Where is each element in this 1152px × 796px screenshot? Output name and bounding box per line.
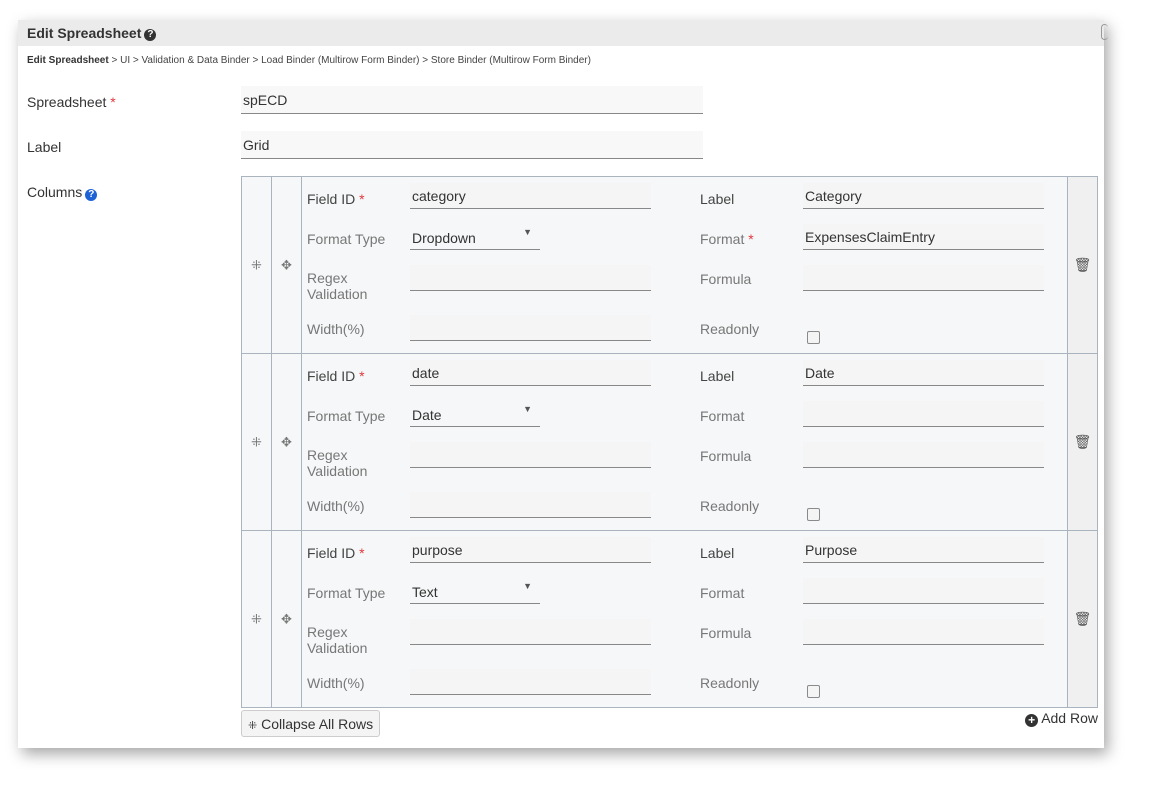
regex-validation-input[interactable] <box>410 619 651 645</box>
width-input[interactable] <box>410 669 651 695</box>
delete-row-button[interactable] <box>1067 354 1097 530</box>
regex-validation-input[interactable] <box>410 265 651 291</box>
width-input[interactable] <box>410 492 651 518</box>
formula-label: Formula <box>700 271 752 287</box>
scroll-edge-icon <box>1101 24 1108 40</box>
width-label: Width(%) <box>307 498 365 514</box>
spreadsheet-label: Spreadsheet * <box>27 94 116 110</box>
readonly-checkbox[interactable] <box>807 508 820 521</box>
readonly-label: Readonly <box>700 675 760 691</box>
format-label: Format <box>700 585 745 601</box>
dialog-title: Edit Spreadsheet ? <box>27 25 156 41</box>
grid-row <box>242 354 1097 531</box>
readonly-checkbox[interactable] <box>807 685 820 698</box>
format-type-select[interactable]: Text ▼ <box>410 578 540 604</box>
readonly-checkbox[interactable] <box>807 331 820 344</box>
label-input[interactable] <box>803 537 1044 563</box>
formula-input[interactable] <box>803 265 1044 291</box>
format-type-label: Format Type <box>307 231 386 247</box>
label-input[interactable] <box>803 183 1044 209</box>
question-circle-icon[interactable]: ? <box>144 29 156 41</box>
breadcrumb <box>27 55 591 66</box>
add-row-button[interactable]: + Add Row <box>1025 710 1098 727</box>
field-id-label: Field ID * <box>307 191 365 207</box>
arrows-move-icon: ✥ <box>281 434 292 450</box>
format-label: Format <box>700 408 745 424</box>
format-input[interactable] <box>803 578 1044 604</box>
columns-label: Columns ? <box>27 184 97 201</box>
row-move-handle[interactable] <box>272 354 302 530</box>
question-circle-icon[interactable]: ? <box>85 189 97 201</box>
regex-validation-label: Regex Validation <box>307 624 368 656</box>
format-type-select[interactable]: Date ▼ <box>410 401 540 427</box>
compress-icon: ⁜ <box>251 257 262 273</box>
width-input[interactable] <box>410 315 651 341</box>
format-type-select[interactable]: Dropdown ▼ <box>410 224 540 250</box>
row-move-handle[interactable] <box>272 177 302 353</box>
trash-icon: 🗑 <box>1073 433 1092 450</box>
plus-circle-icon: + <box>1025 714 1038 727</box>
compress-icon: ⁜ <box>251 611 262 627</box>
trash-icon: 🗑 <box>1073 610 1092 627</box>
formula-input[interactable] <box>803 442 1044 468</box>
field-id-label: Field ID * <box>307 368 365 384</box>
arrows-move-icon: ✥ <box>281 611 292 627</box>
label-label: Label <box>700 545 735 561</box>
formula-input[interactable] <box>803 619 1044 645</box>
compress-icon: ⁜ <box>248 720 258 732</box>
readonly-label: Readonly <box>700 498 760 514</box>
format-type-label: Format Type <box>307 408 386 424</box>
row-collapse-handle[interactable] <box>242 354 272 530</box>
label-label: Label <box>27 139 62 155</box>
field-id-input[interactable] <box>410 360 651 386</box>
regex-validation-input[interactable] <box>410 442 651 468</box>
label-label: Label <box>700 368 735 384</box>
delete-row-button[interactable] <box>1067 177 1097 353</box>
width-label: Width(%) <box>307 321 365 337</box>
regex-validation-label: Regex Validation <box>307 447 368 479</box>
dialog-titlebar <box>18 20 1104 46</box>
chevron-down-icon: ▼ <box>523 581 532 591</box>
trash-icon: 🗑 <box>1073 256 1092 273</box>
row-collapse-handle[interactable] <box>242 177 272 353</box>
row-fields <box>302 354 1068 530</box>
delete-row-button[interactable] <box>1067 531 1097 707</box>
breadcrumb-current: Edit Spreadsheet <box>27 55 109 66</box>
arrows-move-icon: ✥ <box>281 257 292 273</box>
chevron-down-icon: ▼ <box>523 227 532 237</box>
compress-icon: ⁜ <box>251 434 262 450</box>
grid-row <box>242 177 1097 354</box>
columns-grid <box>241 176 1098 708</box>
spreadsheet-input[interactable] <box>241 86 703 114</box>
readonly-label: Readonly <box>700 321 760 337</box>
chevron-down-icon: ▼ <box>523 404 532 414</box>
format-input[interactable] <box>803 224 1044 250</box>
row-collapse-handle[interactable] <box>242 531 272 707</box>
label-input[interactable] <box>241 131 703 159</box>
row-move-handle[interactable] <box>272 531 302 707</box>
collapse-all-rows-button[interactable]: ⁜ Collapse All Rows <box>241 710 380 737</box>
label-input[interactable] <box>803 360 1044 386</box>
row-fields <box>302 531 1068 707</box>
edit-spreadsheet-dialog <box>18 20 1104 748</box>
field-id-input[interactable] <box>410 537 651 563</box>
formula-label: Formula <box>700 625 752 641</box>
format-label: Format * <box>700 231 754 247</box>
format-type-label: Format Type <box>307 585 386 601</box>
formula-label: Formula <box>700 448 752 464</box>
field-id-label: Field ID * <box>307 545 365 561</box>
breadcrumb-trail[interactable]: > UI > Validation & Data Binder > Load Binder (Multirow Form Binder) > Store Binder (Multirow Form Binder) <box>108 55 591 66</box>
row-fields <box>302 177 1068 353</box>
label-label: Label <box>700 191 735 207</box>
field-id-input[interactable] <box>410 183 651 209</box>
regex-validation-label: Regex Validation <box>307 270 368 302</box>
grid-row <box>242 531 1097 707</box>
required-mark: * <box>110 94 116 110</box>
format-input[interactable] <box>803 401 1044 427</box>
width-label: Width(%) <box>307 675 365 691</box>
